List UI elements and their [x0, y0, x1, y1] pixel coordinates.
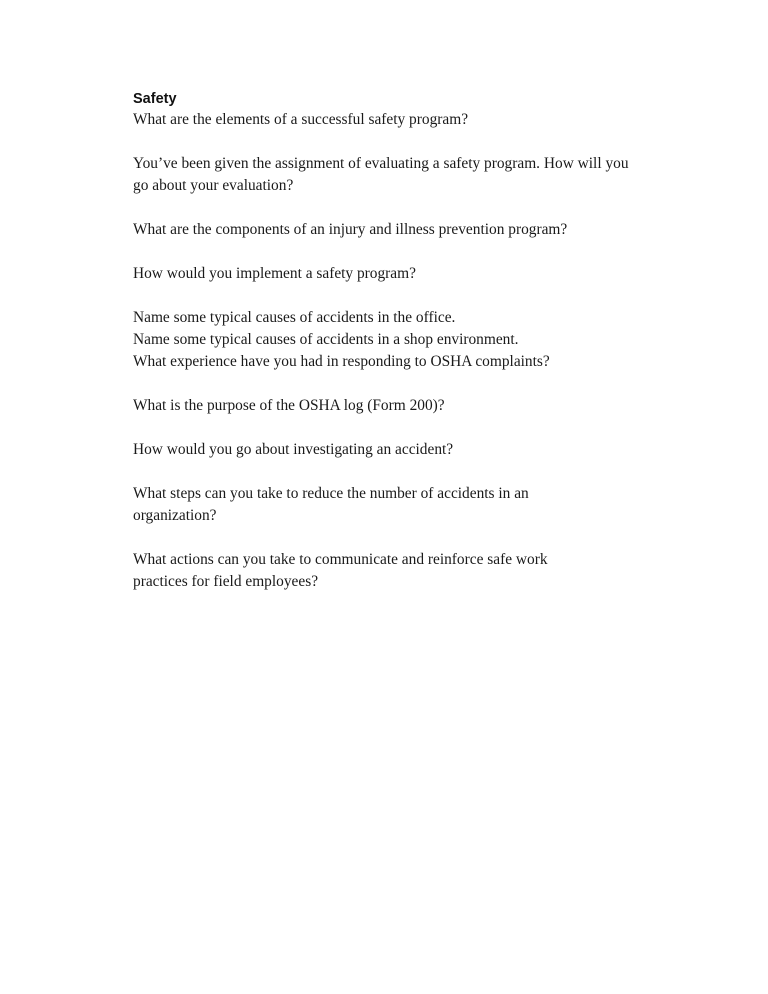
question-osha-complaints: What experience have you had in responding to OSHA complaints? [133, 353, 550, 370]
question-prevention-components: What are the components of an injury and illness prevention program? [133, 221, 568, 238]
question-elements-of-program: What are the elements of a successful safety program? [133, 111, 469, 128]
question-evaluating-program: You’ve been given the assignment of evaluating a safety program. How will you go about your evaluation? [133, 155, 629, 194]
question-office-accidents: Name some typical causes of accidents in the office. [133, 309, 456, 326]
question-osha-log-purpose: What is the purpose of the OSHA log (Form 200)? [133, 397, 445, 414]
question-shop-accidents: Name some typical causes of accidents in a shop environment. [133, 331, 519, 348]
question-reduce-accidents: What steps can you take to reduce the number of accidents in an organization? [133, 485, 529, 524]
question-implement-program: How would you implement a safety program? [133, 265, 416, 282]
section-heading: Safety [133, 91, 177, 107]
safety-section [133, 89, 653, 615]
question-communicate-safe-practices: What actions can you take to communicate and reinforce safe work practices for field employees? [133, 551, 548, 590]
question-investigating-accident: How would you go about investigating an accident? [133, 441, 454, 458]
